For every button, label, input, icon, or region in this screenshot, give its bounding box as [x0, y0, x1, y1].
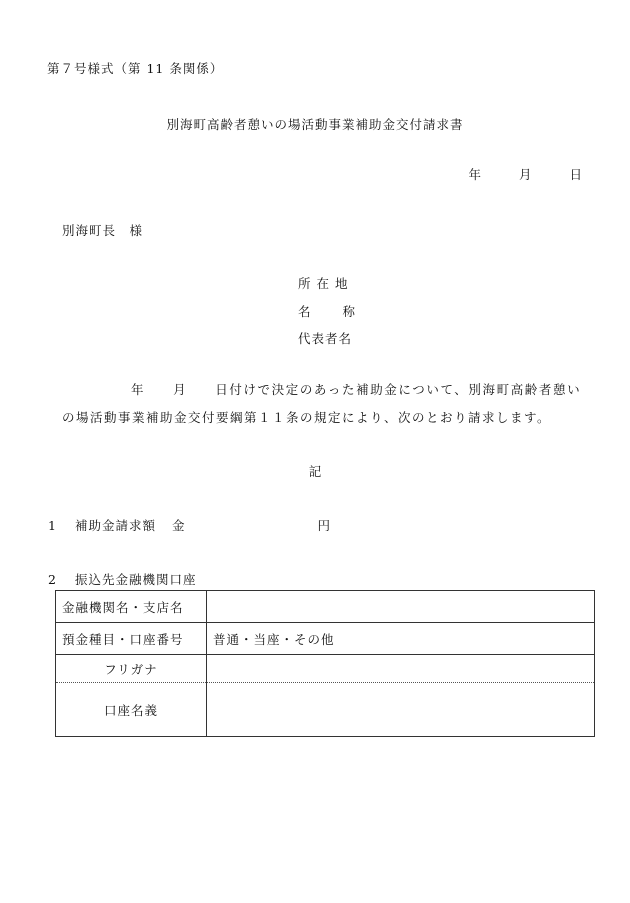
account-type-number-label: 預金種目・口座番号: [56, 623, 207, 655]
item-1-unit: 円: [317, 518, 331, 533]
addressee: 別海町長 様: [62, 223, 144, 238]
item-1-prefix: 金: [171, 518, 186, 533]
item-2-number: 2: [48, 572, 57, 587]
furigana-label: フリガナ: [56, 655, 207, 683]
date-line: [468, 165, 582, 183]
form-number: 第７号様式（第 11 条関係）: [47, 61, 224, 76]
item-1-request-amount: [48, 516, 331, 534]
date-month-label: 月: [518, 167, 532, 182]
table-row: [56, 623, 595, 655]
table-row: [56, 591, 595, 623]
document-title: 別海町高齢者憩いの場活動事業補助金交付請求書: [166, 117, 464, 132]
bank-account-table: [55, 590, 595, 737]
item-1-label: 補助金請求額: [74, 518, 156, 533]
bank-branch-label: 金融機関名・支店名: [56, 591, 207, 623]
date-year-label: 年: [468, 167, 481, 182]
applicant-name-label-char-2: 称: [342, 304, 357, 319]
account-type-number-field[interactable]: 普通・当座・その他: [207, 623, 595, 655]
applicant-name-label-char-1: 名: [298, 304, 312, 319]
furigana-field[interactable]: [207, 655, 595, 683]
bank-branch-field[interactable]: [207, 591, 595, 623]
item-2-label: 振込先金融機関口座: [74, 572, 197, 587]
body-month-label: 月: [173, 382, 188, 397]
body-line-1-text: 日付けで決定のあった補助金について、別海町高齢者憩い: [215, 382, 582, 397]
applicant-representative-label: 代表者名: [298, 331, 353, 346]
date-day-label: 日: [569, 167, 582, 182]
applicant-address-label: 所 在 地: [298, 276, 349, 291]
item-1-number: 1: [48, 518, 57, 533]
item-2-bank-account: [48, 570, 196, 588]
body-text-line-2: の場活動事業補助金交付要綱第１１条の規定により、次のとおり請求します。: [62, 410, 552, 425]
ki-heading: 記: [308, 464, 322, 479]
table-row: [56, 683, 595, 737]
table-row: [56, 655, 595, 683]
account-holder-label: 口座名義: [56, 683, 207, 737]
account-holder-field[interactable]: [207, 683, 595, 737]
body-text-line-1: [131, 380, 581, 398]
body-year-label: 年: [131, 382, 146, 397]
applicant-name-label: [298, 302, 356, 320]
